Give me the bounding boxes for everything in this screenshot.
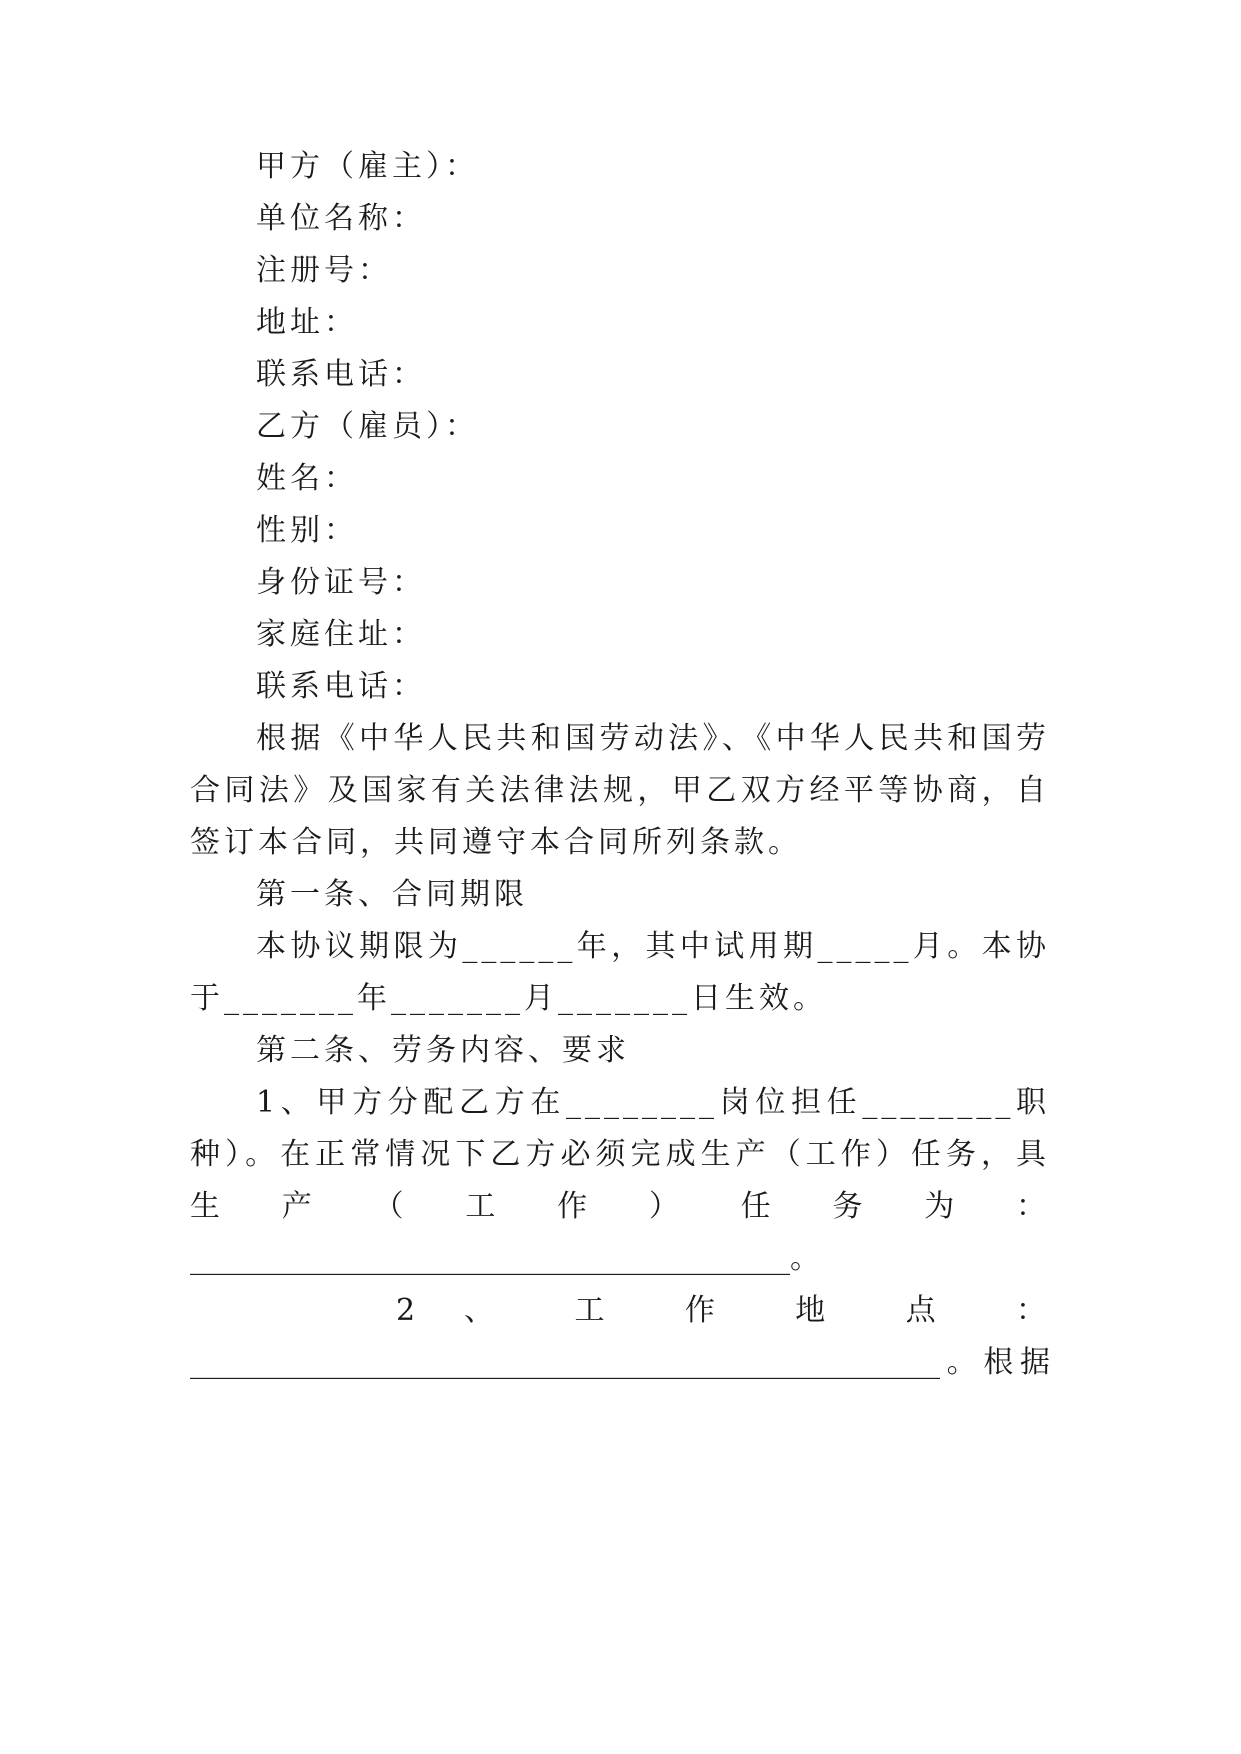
article-1-title: 第一条、合同期限 (256, 877, 528, 912)
preamble-line-1: 根据《中华人民共和国劳动法》、《中华人民共和国劳 (256, 721, 1050, 756)
article-2-item-2-line-2: __________________________________________________。根据 (190, 1345, 1050, 1380)
party-a-heading: 甲方（雇主）： (256, 149, 479, 184)
party-a-phone-label: 联系电话： (256, 357, 426, 392)
party-b-gender-label: 性别： (256, 513, 358, 548)
party-b-home-address-label: 家庭住址： (256, 617, 426, 652)
article-1-line-1: 本协议期限为______年，其中试用期_____月。本协 (256, 929, 1050, 964)
party-a-company-name-label: 单位名称： (256, 201, 426, 236)
preamble-line-3: 签订本合同，共同遵守本合同所列条款。 (190, 825, 802, 860)
party-a-registration-label: 注册号： (256, 253, 392, 288)
party-b-id-label: 身份证号： (256, 565, 426, 600)
party-b-heading: 乙方（雇员）： (256, 409, 479, 444)
article-1-line-2: 于_______年_______月_______日生效。 (190, 981, 827, 1016)
article-2-item-1-line-2: 种）。在正常情况下乙方必须完成生产（工作）任务，具 (190, 1137, 1050, 1172)
party-b-name-label: 姓名： (256, 461, 358, 496)
article-2-item-1-line-1: 1、甲方分配乙方在________岗位担任________职 (256, 1085, 1050, 1120)
party-a-address-label: 地址： (256, 305, 358, 340)
article-2-title: 第二条、劳务内容、要求 (256, 1033, 630, 1068)
party-b-phone-label: 联系电话： (256, 669, 426, 704)
article-2-item-1-line-4: ________________________________________。 (190, 1241, 820, 1276)
article-2-item-1-line-3: 生 产 （ 工 作 ） 任 务 为 ： (190, 1189, 1050, 1224)
preamble-line-2: 合同法》及国家有关法律法规，甲乙双方经平等协商，自 (190, 773, 1050, 808)
article-2-item-2-line-1: 2 、 工 作 地 点 ： (396, 1293, 1050, 1328)
